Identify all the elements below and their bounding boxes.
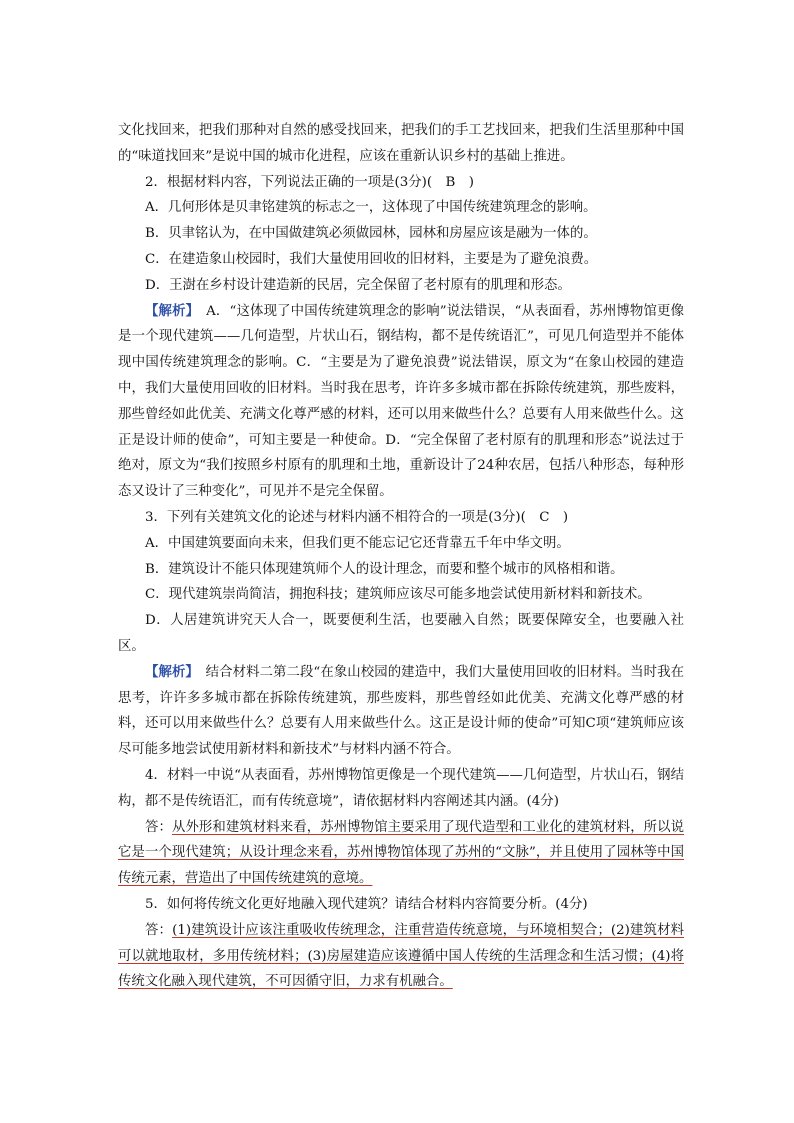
analysis-2-text: A．“这体现了中国传统建筑理念的影响”说法错误，“从表面看，苏州博物馆更像是一个现代建筑——几何造型，片状山石，钢结构，都不是传统语汇”，可见几何造型并不能体现中国传统建筑理念的影响。C．“主要是为了避免浪费”说法错误，原文为“在象山校园的建造中，我们大量使用回收的旧材料。当时我在思考，许许多多城市都在拆除传统建筑，那些废料，那些曾经如此优美、充满文化尊严感的材料，还可以用来做些什么？总要有人用来做些什么。这正是设计师的使命”，可知主要是一种使命。D．“完全保留了老村原有的肌理和形态”说法过于绝对，原文为“我们按照乡村原有的肌理和土地，重新设计了24种农居，包括八种形态，每种形态又设计了三种变化”，可见并不是完全保留。 [118,303,684,500]
question-4: 4．材料一中说“从表面看，苏州博物馆更像是一个现代建筑——几何造型，片状山石，钢结构，都不是传统语汇，而有传统意境”，请依据材料内容阐述其内涵。(4分) [118,767,684,809]
answer-label: 答： [145,922,173,938]
analysis-3 [118,660,684,763]
analysis-tag: 【解析】 [145,663,193,680]
question-3-option-d: D．人居建筑讲究天人合一，既要便利生活，也要融入自然；既要保障安全，也要融入社区。 [118,613,684,654]
question-2-option-c: C．在建造象山校园时，我们大量使用回收的旧材料，主要是为了避免浪费。 [145,251,598,267]
question-2-option-d: D．王澍在乡村设计建造新的民居，完全保留了老村原有的肌理和形态。 [145,277,571,293]
question-3: 3．下列有关建筑文化的论述与材料内涵不相符合的一项是(3分)( C ) [145,509,569,525]
answer-5 [118,918,684,995]
analysis-2 [118,299,684,505]
question-2-option-b: B．贝聿铭认为，在中国做建筑必须做园林，园林和房屋应该是融为一体的。 [145,226,597,242]
question-3-option-a: A．中国建筑要面向未来，但我们更不能忘记它还背靠五千年中华文明。 [145,535,570,551]
question-5: 5．如何将传统文化更好地融入现代建筑？请结合材料内容简要分析。(4分) [145,896,588,912]
analysis-tag: 【解析】 [145,302,193,319]
document-page [118,118,684,995]
answer-label: 答： [145,819,172,835]
passage-continuation: 文化找回来，把我们那种对自然的感受找回来，把我们的手工艺找回来，把我们生活里那种中国的“味道找回来”是说中国的城市化进程，应该在重新认识乡村的基础上推进。 [118,123,684,164]
analysis-3-text: 结合材料二第二段“在象山校园的建造中，我们大量使用回收的旧材料。当时我在思考，许许多多城市都在拆除传统建筑，那些废料，那些曾经如此优美、充满文化尊严感的材料，还可以用来做些什么？总要有人用来做些什么。这正是设计师的使命”可知C项“建筑师应该尽可能多地尝试使用新材料和新技术”与材料内涵不符合。 [118,664,684,758]
answer-5-text: (1)建筑设计应该注重吸收传统理念，注重营造传统意境，与环境相契合；(2)建筑材料可以就地取材，多用传统材料；(3)房屋建造应该遵循中国人传统的生活理念和生活习惯；(4)将传统文化融入现代建筑，不可因循守旧，力求有机融合。 [118,922,685,990]
question-3-option-c: C．现代建筑崇尚简洁，拥抱科技；建筑师应该尽可能多地尝试使用新材料和新技术。 [145,587,651,603]
answer-4-text: 从外形和建筑材料来看，苏州博物馆主要采用了现代造型和工业化的建筑材料，所以说它是一个现代建筑；从设计理念来看，苏州博物馆体现了苏州的“文脉”，并且使用了园林等中国传统元素，营造出了中国传统建筑的意境。 [118,819,685,887]
question-2-option-a: A．几何形体是贝聿铭建筑的标志之一，这体现了中国传统建筑理念的影响。 [145,200,597,216]
answer-4 [118,815,684,892]
question-2: 2．根据材料内容，下列说法正确的一项是(3分)( B ) [145,174,474,190]
question-3-option-b: B．建筑设计不能只体现建筑师个人的设计理念，而要和整个城市的风格相和谐。 [145,561,624,577]
